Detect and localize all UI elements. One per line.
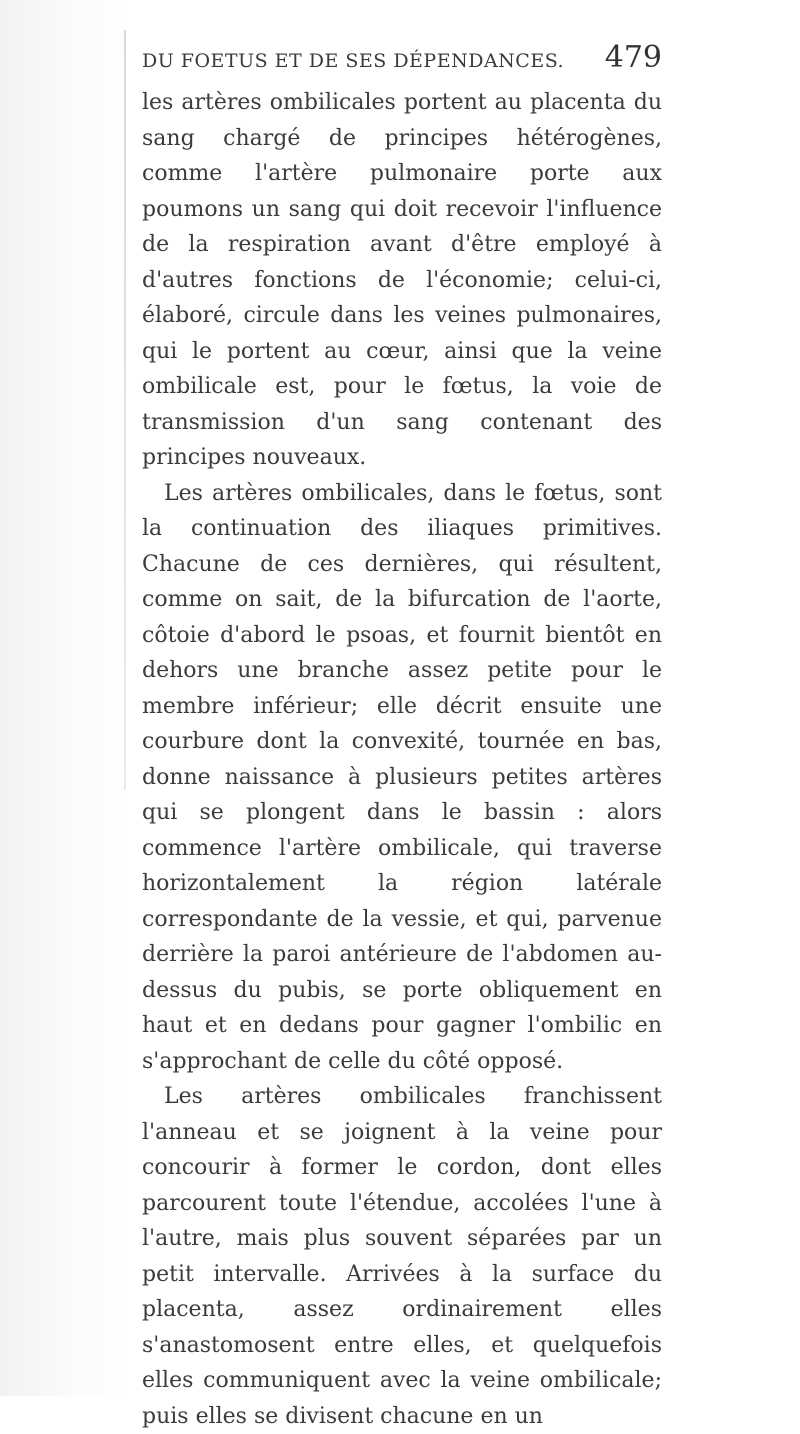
- page-number: 479: [604, 40, 662, 75]
- book-page: [142, 40, 662, 1434]
- paragraph-umbilical-ring: Les artères ombilicales franchissent l'anneau et se joignent à la veine pour concourir à former le cordon, dont elles parcourent toute l'étendue, accolées l'une à l'autre, mais plus souvent séparées par un petit intervalle. Arrivées à la surface du placenta, assez ordinairement elles s'anastomosent entre elles, et quelquefois elles communiquent avec la veine ombilicale; puis elles se divisent chacune en un: [142, 1084, 662, 1429]
- page-header: [142, 40, 662, 75]
- paragraph-iliac-continuation: Les artères ombilicales, dans le fœtus, sont la continuation des iliaques primitives. Chacune de ces dernières, qui résultent, comme on sait, de la bifurcation de l'aorte, côtoie d'abord le psoas, et fournit bientôt en dehors une branche assez petite pour le membre inférieur; elle décrit ensuite une courbure dont la convexité, tournée en bas, donne naissance à plusieurs petites artères qui se plongent dans le bassin : alors commence l'artère ombilicale, qui traverse horizontalement la région latérale correspondante de la vessie, et qui, parvenue derrière la paroi antérieure de l'abdomen au-dessus du pubis, se porte obliquement en haut et en dedans pour gagner l'ombilic en s'approchant de celle du côté opposé.: [142, 480, 662, 1074]
- binding-edge-line: [124, 30, 126, 790]
- paragraph-continuation: les artères ombilicales portent au placenta du sang chargé de principes hétérogènes, comme l'artère pulmonaire porte aux poumons un sang qui doit recevoir l'influence de la respiration avant d'être employé à d'autres fonctions de l'économie; celui-ci, élaboré, circule dans les veines pulmonaires, qui le portent au cœur, ainsi que la veine ombilicale est, pour le fœtus, la voie de transmission d'un sang contenant des principes nouveaux.: [142, 90, 662, 470]
- body-text: [142, 85, 662, 1434]
- running-head: DU FOETUS ET DE SES DÉPENDANCES.: [142, 50, 565, 72]
- binding-gutter-shadow: [0, 0, 130, 1396]
